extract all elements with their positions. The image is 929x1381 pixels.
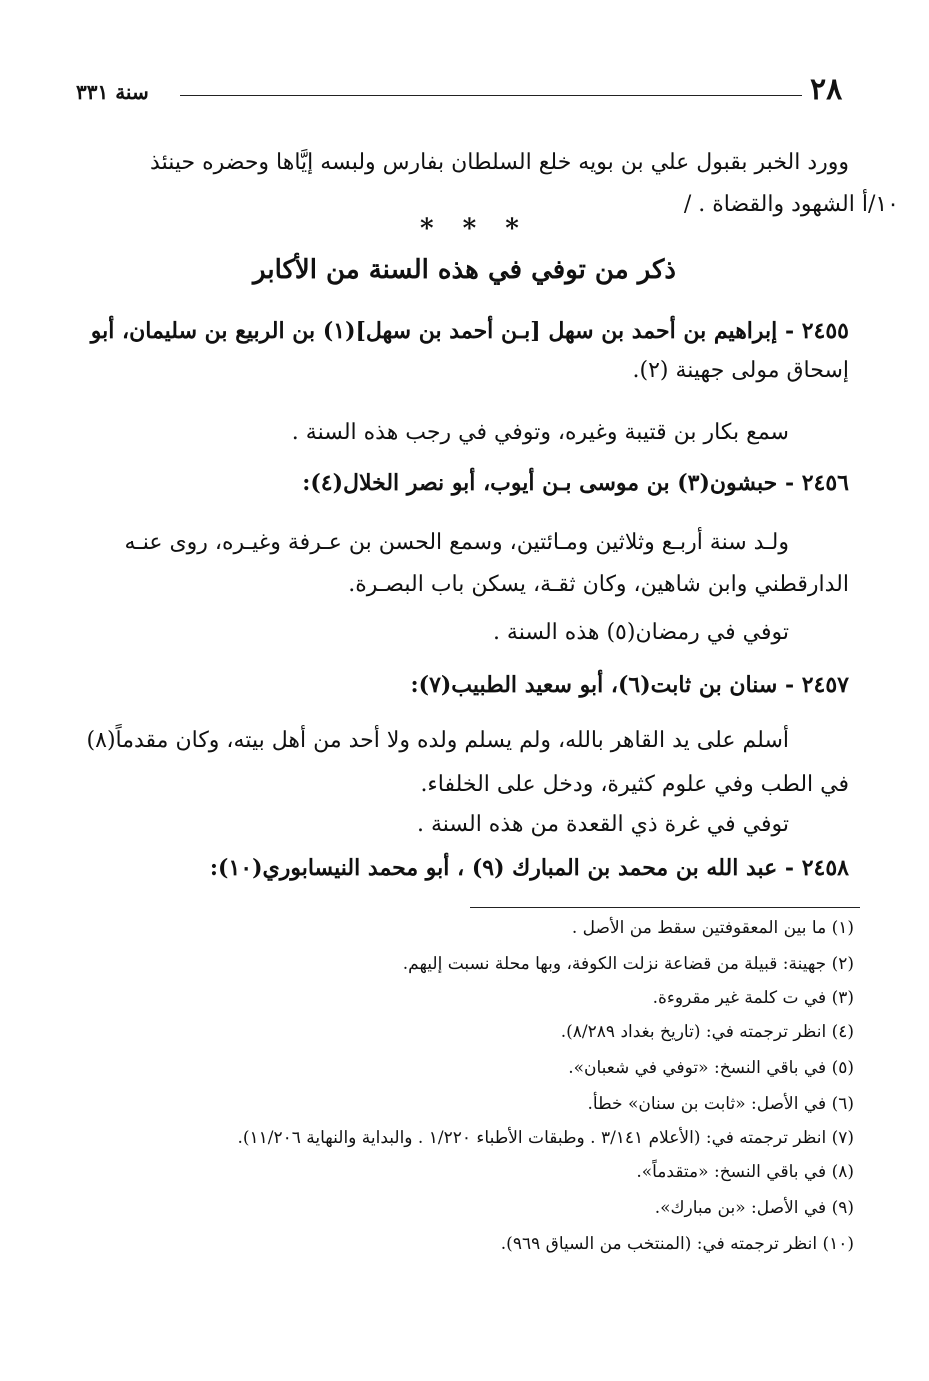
footnote: (١٠) انظر ترجمته في: (المنتخب من السياق ٩٦٩). (500, 1234, 854, 1254)
footnote: (٣) في ت كلمة غير مقروءة. (652, 988, 854, 1008)
entry-2457-text: توفي في غرة ذي القعدة من هذه السنة . (416, 812, 789, 837)
footnote: (٧) انظر ترجمته في: (الأعلام ٣/١٤١ . وطبقات الأطباء ١/٢٢٠ . والبداية والنهاية ١١/٢٠٦). (237, 1128, 854, 1148)
entry-2456-text: الدارقطني وابن شاهين، وكان ثقـة، يسكن باب البصـرة. (348, 572, 849, 597)
footnote: (٥) في باقي النسخ: «توفي في شعبان». (568, 1058, 854, 1078)
paragraph-line-margin-ref: ١٠/أ الشهود والقضاة . / (683, 192, 899, 217)
entry-2457-heading: ٢٤٥٧ - سنان بن ثابت(٦)، أبو سعيد الطبيب(٧): (410, 672, 849, 698)
entry-2456-heading: ٢٤٥٦ - حبشون(٣) بن موسى بـن أيوب، أبو نصر الخلال(٤): (302, 470, 849, 496)
footnote: (٤) انظر ترجمته في: (تاريخ بغداد ٨/٢٨٩). (560, 1022, 854, 1042)
footnote: (٢) جهينة: قبيلة من قضاعة نزلت الكوفة، وبها محلة نسبت إليهم. (402, 954, 854, 974)
section-title: ذكر من توفي في هذه السنة من الأكابر (252, 255, 676, 285)
footnote: (٨) في باقي النسخ: «متقدماً». (636, 1162, 854, 1182)
page-number: ٢٨ (810, 72, 843, 107)
entry-2455-text: سمع بكار بن قتيبة وغيره، وتوفي في رجب هذه السنة . (291, 420, 789, 445)
entry-2456-text: ولـد سنة أربـع وثلاثين ومـائتين، وسمع الحسن بن عـرفة وغيـره، روى عنـه (124, 530, 789, 555)
footnote-rule (470, 907, 860, 908)
paragraph-line: وورد الخبر بقبول علي بن بويه خلع السلطان بفارس ولبسه إيَّاها وحضره حينئذ (150, 150, 849, 175)
entry-2458-heading: ٢٤٥٨ - عبد الله بن محمد بن المبارك (٩) ، أبو محمد النيسابوري(١٠): (209, 855, 849, 881)
entry-2455-heading: ٢٤٥٥ - إبراهيم بن أحمد بن سهل [بـن أحمد بن سهل](١) بن الربيع بن سليمان، أبو (90, 318, 849, 344)
entry-2457-text: في الطب وفي علوم كثيرة، ودخل على الخلفاء. (420, 772, 849, 797)
footnote: (٩) في الأصل: «بن مبارك». (654, 1198, 854, 1218)
header-rule (180, 95, 802, 96)
running-header-year: سنة ٣٣١ (76, 80, 149, 104)
footnote: (١) ما بين المعقوفتين سقط من الأصل . (571, 918, 854, 938)
footnote: (٦) في الأصل: «ثابت بن سنان» خطأ. (587, 1094, 854, 1114)
entry-2456-text: توفي في رمضان(٥) هذه السنة . (492, 620, 789, 645)
entry-2455-heading-cont: إسحاق مولى جهينة (٢). (632, 358, 849, 383)
section-separator-stars: * * * (420, 214, 529, 244)
entry-2457-text: أسلم على يد القاهر بالله، ولم يسلم ولده ولا أحد من أهل بيته، وكان مقدماً(٨) (86, 728, 789, 753)
